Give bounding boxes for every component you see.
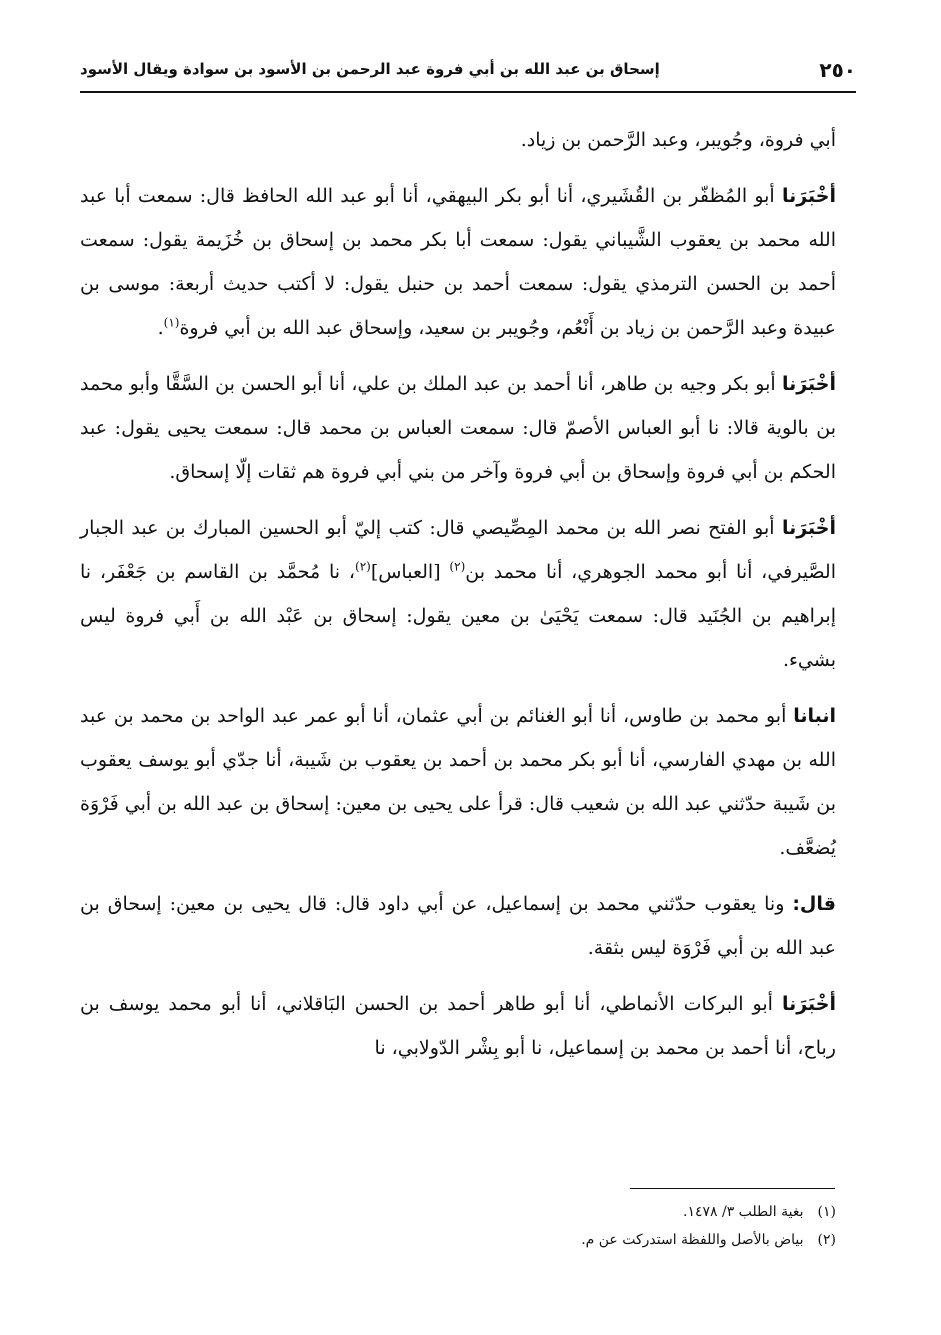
paragraph: [80, 882, 836, 970]
paragraph-lead: أخْبَرَنا: [781, 993, 836, 1015]
paragraph-text: أبو الفتح نصر الله بن محمد المِصِّيصي قال: كتب إليّ أبو الحسين المبارك بن عبد الجبار الصَّيرفي، أنا أبو محمد الجوهري، أنا محمد بن: [80, 517, 836, 583]
paragraph: [80, 982, 836, 1070]
footnote-number: (٢): [817, 1232, 836, 1248]
footnotes: [300, 1198, 836, 1254]
footnote-text: بغية الطلب ٣/ ١٤٧٨.: [682, 1204, 804, 1220]
header-divider: [80, 91, 856, 93]
paragraph-lead: انبانا: [793, 705, 836, 727]
paragraph: [80, 694, 836, 870]
paragraph-lead: أخْبَرَنا: [781, 373, 836, 395]
footnote-text: بياض بالأصل واللفظة استدركت عن م.: [581, 1232, 804, 1248]
footnote-ref: (١): [163, 315, 180, 330]
paragraph: [80, 362, 836, 494]
paragraph: [80, 174, 836, 350]
paragraph-tail: ، نا مُحمَّد بن القاسم بن جَعْفَر، نا إبراهيم بن الجُنَيد قال: سمعت يَحْيَىٰ بن معين يقول: إسحاق بن عَبْد الله بن أَبي فروة ليس بشيء.: [80, 561, 836, 671]
paragraph: [80, 118, 836, 162]
paragraph-text: أبو المُظفّر بن القُشَيري، أنا أبو بكر البيهقي، أنا أبو عبد الله الحافظ قال: سمعت أبا عبد الله محمد بن يعقوب الشَّيباني يقول: سمعت أبا بكر محمد بن إسحاق بن خُزَيمة يقول: سمعت أحمد بن الحسن الترمذي يقول: سمعت أحمد بن حنبل يقول: لا أكتب حديث أربعة: موسى بن عبيدة وعبد الرَّحمن بن زياد بن أَنْعُم، وجُويبر بن سعيد، وإسحاق عبد الله بن أبي فروة: [80, 185, 836, 339]
footnote-divider: [630, 1188, 835, 1189]
paragraph-text: ونا يعقوب حدّثني محمد بن إسماعيل، عن أبي داود قال: قال يحيى بن معين: إسحاق بن عبد الله بن أبي فَرْوَة ليس بثقة.: [80, 893, 836, 959]
paragraph-text: أبي فروة، وجُويبر، وعبد الرَّحمن بن زياد.: [520, 129, 836, 151]
footnote-number: (١): [817, 1204, 836, 1220]
running-title: إسحاق بن عبد الله بن أبي فروة عبد الرحمن بن الأسود بن سوادة ويقال الأسود: [80, 60, 660, 78]
paragraph-lead: أخْبَرَنا: [781, 517, 836, 539]
footnote-ref: (٢): [449, 559, 466, 574]
paragraph-lead: قال:: [792, 893, 836, 915]
paragraph: [80, 506, 836, 682]
page-header: [80, 58, 856, 88]
paragraph-tail: [العباس]: [370, 561, 450, 583]
footnote-ref: (٢): [355, 559, 371, 574]
page-number: ٢٥٠: [819, 58, 856, 82]
paragraph-tail: .: [157, 317, 164, 339]
footnote: [300, 1226, 836, 1254]
paragraph-text: أبو بكر وجيه بن طاهر، أنا أحمد بن عبد الملك بن علي، أنا أبو الحسن بن السَّقَّا وأبو محمد بن بالوية قالا: نا أبو العباس الأصمّ قال: سمعت العباس بن محمد قال: سمعت يحيى يقول: عبد الحكم بن أبي فروة وإسحاق بن أبي فروة وآخر من بني أبي فروة هم ثقات إلّا إسحاق.: [80, 373, 836, 483]
footnote: [300, 1198, 836, 1226]
paragraph-text: أبو البركات الأنماطي، أنا أبو طاهر أحمد بن الحسن البَاقلاني، أنا أبو محمد يوسف بن رباح، أنا أحمد بن محمد بن إسماعيل، نا أبو بِشْر الدّولابي، نا: [80, 993, 836, 1059]
main-text: [80, 118, 836, 1082]
paragraph-text: أبو محمد بن طاوس، أنا أبو الغنائم بن أبي عثمان، أنا أبو عمر عبد الواحد بن محمد بن عبد الله بن مهدي الفارسي، أنا أبو بكر محمد بن أحمد بن يعقوب بن شَيبة، أنا جدّي أبو يوسف يعقوب بن شَيبة حدّثني عبد الله بن شعيب قال: قرأ على يحيى بن معين: إسحاق بن عبد الله بن أبي فَرْوَة يُضعَّف.: [80, 705, 836, 859]
paragraph-lead: أخْبَرَنا: [781, 185, 836, 207]
